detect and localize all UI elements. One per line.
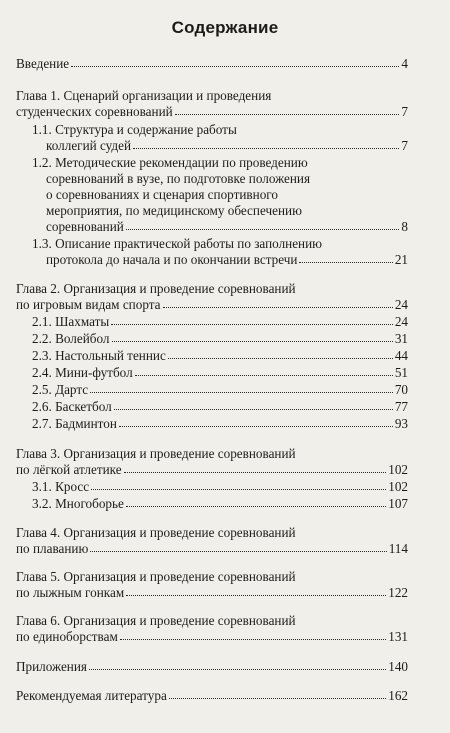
toc-section-1-2-line2: соревнований в вузе, по подготовке положения [46, 171, 311, 186]
page-number: 114 [388, 541, 408, 556]
toc-section-2-2[interactable] [32, 331, 408, 347]
page-number: 70 [394, 382, 408, 397]
page-number: 51 [394, 365, 408, 380]
toc-section-1-2[interactable] [46, 219, 408, 235]
toc-entry-appendix[interactable] [16, 659, 408, 675]
entry-title: протокола до начала и по окончании встречи [46, 252, 298, 267]
entry-title: 2.1. Шахматы [32, 314, 110, 329]
dot-leader [126, 584, 386, 596]
page-number: 44 [394, 348, 408, 363]
dot-leader [126, 495, 386, 507]
toc-chapter-1[interactable] [16, 104, 408, 120]
toc-section-1-1[interactable] [46, 138, 408, 154]
page-number: 24 [394, 297, 408, 312]
toc-chapter-6[interactable] [16, 629, 408, 645]
toc-entry-intro[interactable] [16, 56, 408, 72]
toc-section-2-4[interactable] [32, 365, 408, 381]
toc-chapter-4-line1[interactable]: Глава 4. Организация и проведение соревнований [16, 525, 296, 540]
entry-title: 2.5. Дартс [32, 382, 89, 397]
toc-chapter-5[interactable] [16, 585, 408, 601]
entry-title: Рекомендуемая литература [16, 688, 167, 703]
page-number: 107 [388, 496, 408, 511]
toc-section-3-1[interactable] [32, 479, 408, 495]
toc-chapter-2[interactable] [16, 297, 408, 313]
toc-chapter-3[interactable] [16, 462, 408, 478]
dot-leader [169, 687, 386, 699]
entry-title: Приложения [16, 659, 87, 674]
page-number: 7 [401, 104, 408, 119]
toc-chapter-4[interactable] [16, 541, 408, 557]
toc-chapter-5-line1[interactable]: Глава 5. Организация и проведение соревнований [16, 569, 296, 584]
entry-title: коллегий судей [46, 138, 132, 153]
dot-leader [135, 364, 393, 376]
page-number: 21 [394, 252, 408, 267]
dot-leader [168, 347, 393, 359]
dot-leader [90, 540, 386, 552]
entry-title: соревнований [46, 219, 124, 234]
page-number: 8 [401, 219, 408, 234]
entry-title: Введение [16, 56, 70, 71]
entry-title: по лыжным гонкам [16, 585, 125, 600]
toc-section-3-2[interactable] [32, 496, 408, 512]
toc-section-1-3[interactable] [46, 252, 408, 268]
dot-leader [175, 103, 400, 115]
entry-title: по единоборствам [16, 629, 118, 644]
toc-section-2-3[interactable] [32, 348, 408, 364]
entry-title: 2.2. Волейбол [32, 331, 110, 346]
toc-chapter-1-line1[interactable]: Глава 1. Сценарий организации и проведения [16, 88, 272, 103]
dot-leader [299, 251, 392, 263]
entry-title: по игровым видам спорта [16, 297, 161, 312]
dot-leader [120, 628, 386, 640]
toc-section-2-5[interactable] [32, 382, 408, 398]
dot-leader [90, 381, 393, 393]
toc-section-2-1[interactable] [32, 314, 408, 330]
page-number: 93 [394, 416, 408, 431]
dot-leader [114, 398, 393, 410]
toc-section-1-3-line1[interactable]: 1.3. Описание практической работы по заполнению [32, 236, 323, 251]
dot-leader [119, 415, 393, 427]
toc-chapter-6-line1[interactable]: Глава 6. Организация и проведение соревнований [16, 613, 296, 628]
toc-section-1-2-line3: о соревнованиях и сценария спортивного [46, 187, 278, 202]
page-number: 122 [388, 585, 408, 600]
entry-title: по плаванию [16, 541, 89, 556]
toc-section-1-1-line1[interactable]: 1.1. Структура и содержание работы [32, 122, 237, 137]
toc-section-1-2-line4: мероприятия, по медицинскому обеспечению [46, 203, 302, 218]
entry-title: 3.1. Кросс [32, 479, 90, 494]
page-number: 4 [401, 56, 408, 71]
entry-title: 2.7. Бадминтон [32, 416, 117, 431]
page-number: 102 [388, 479, 408, 494]
entry-title: 2.6. Баскетбол [32, 399, 112, 414]
page-number: 131 [388, 629, 408, 644]
dot-leader [126, 218, 400, 230]
dot-leader [124, 461, 387, 473]
dot-leader [91, 478, 386, 490]
page-number: 140 [388, 659, 408, 674]
page-number: 7 [401, 138, 408, 153]
toc-chapter-2-line1[interactable]: Глава 2. Организация и проведение соревнований [16, 281, 296, 296]
dot-leader [111, 313, 393, 325]
toc-section-1-2-line1[interactable]: 1.2. Методические рекомендации по проведению [32, 155, 308, 170]
toc-section-2-6[interactable] [32, 399, 408, 415]
entry-title: 2.3. Настольный теннис [32, 348, 166, 363]
toc-entry-literature[interactable] [16, 688, 408, 704]
dot-leader [112, 330, 393, 342]
toc-chapter-3-line1[interactable]: Глава 3. Организация и проведение соревнований [16, 446, 296, 461]
page-number: 77 [394, 399, 408, 414]
entry-title: студенческих соревнований [16, 104, 173, 119]
dot-leader [71, 55, 399, 67]
entry-title: по лёгкой атлетике [16, 462, 122, 477]
page-number: 162 [388, 688, 408, 703]
dot-leader [163, 296, 393, 308]
page-number: 24 [394, 314, 408, 329]
entry-title: 3.2. Многоборье [32, 496, 124, 511]
page-number: 31 [394, 331, 408, 346]
dot-leader [89, 658, 386, 670]
toc-section-2-7[interactable] [32, 416, 408, 432]
entry-title: 2.4. Мини-футбол [32, 365, 133, 380]
dot-leader [133, 137, 399, 149]
page-title: Содержание [171, 18, 279, 37]
page-number: 102 [388, 462, 408, 477]
